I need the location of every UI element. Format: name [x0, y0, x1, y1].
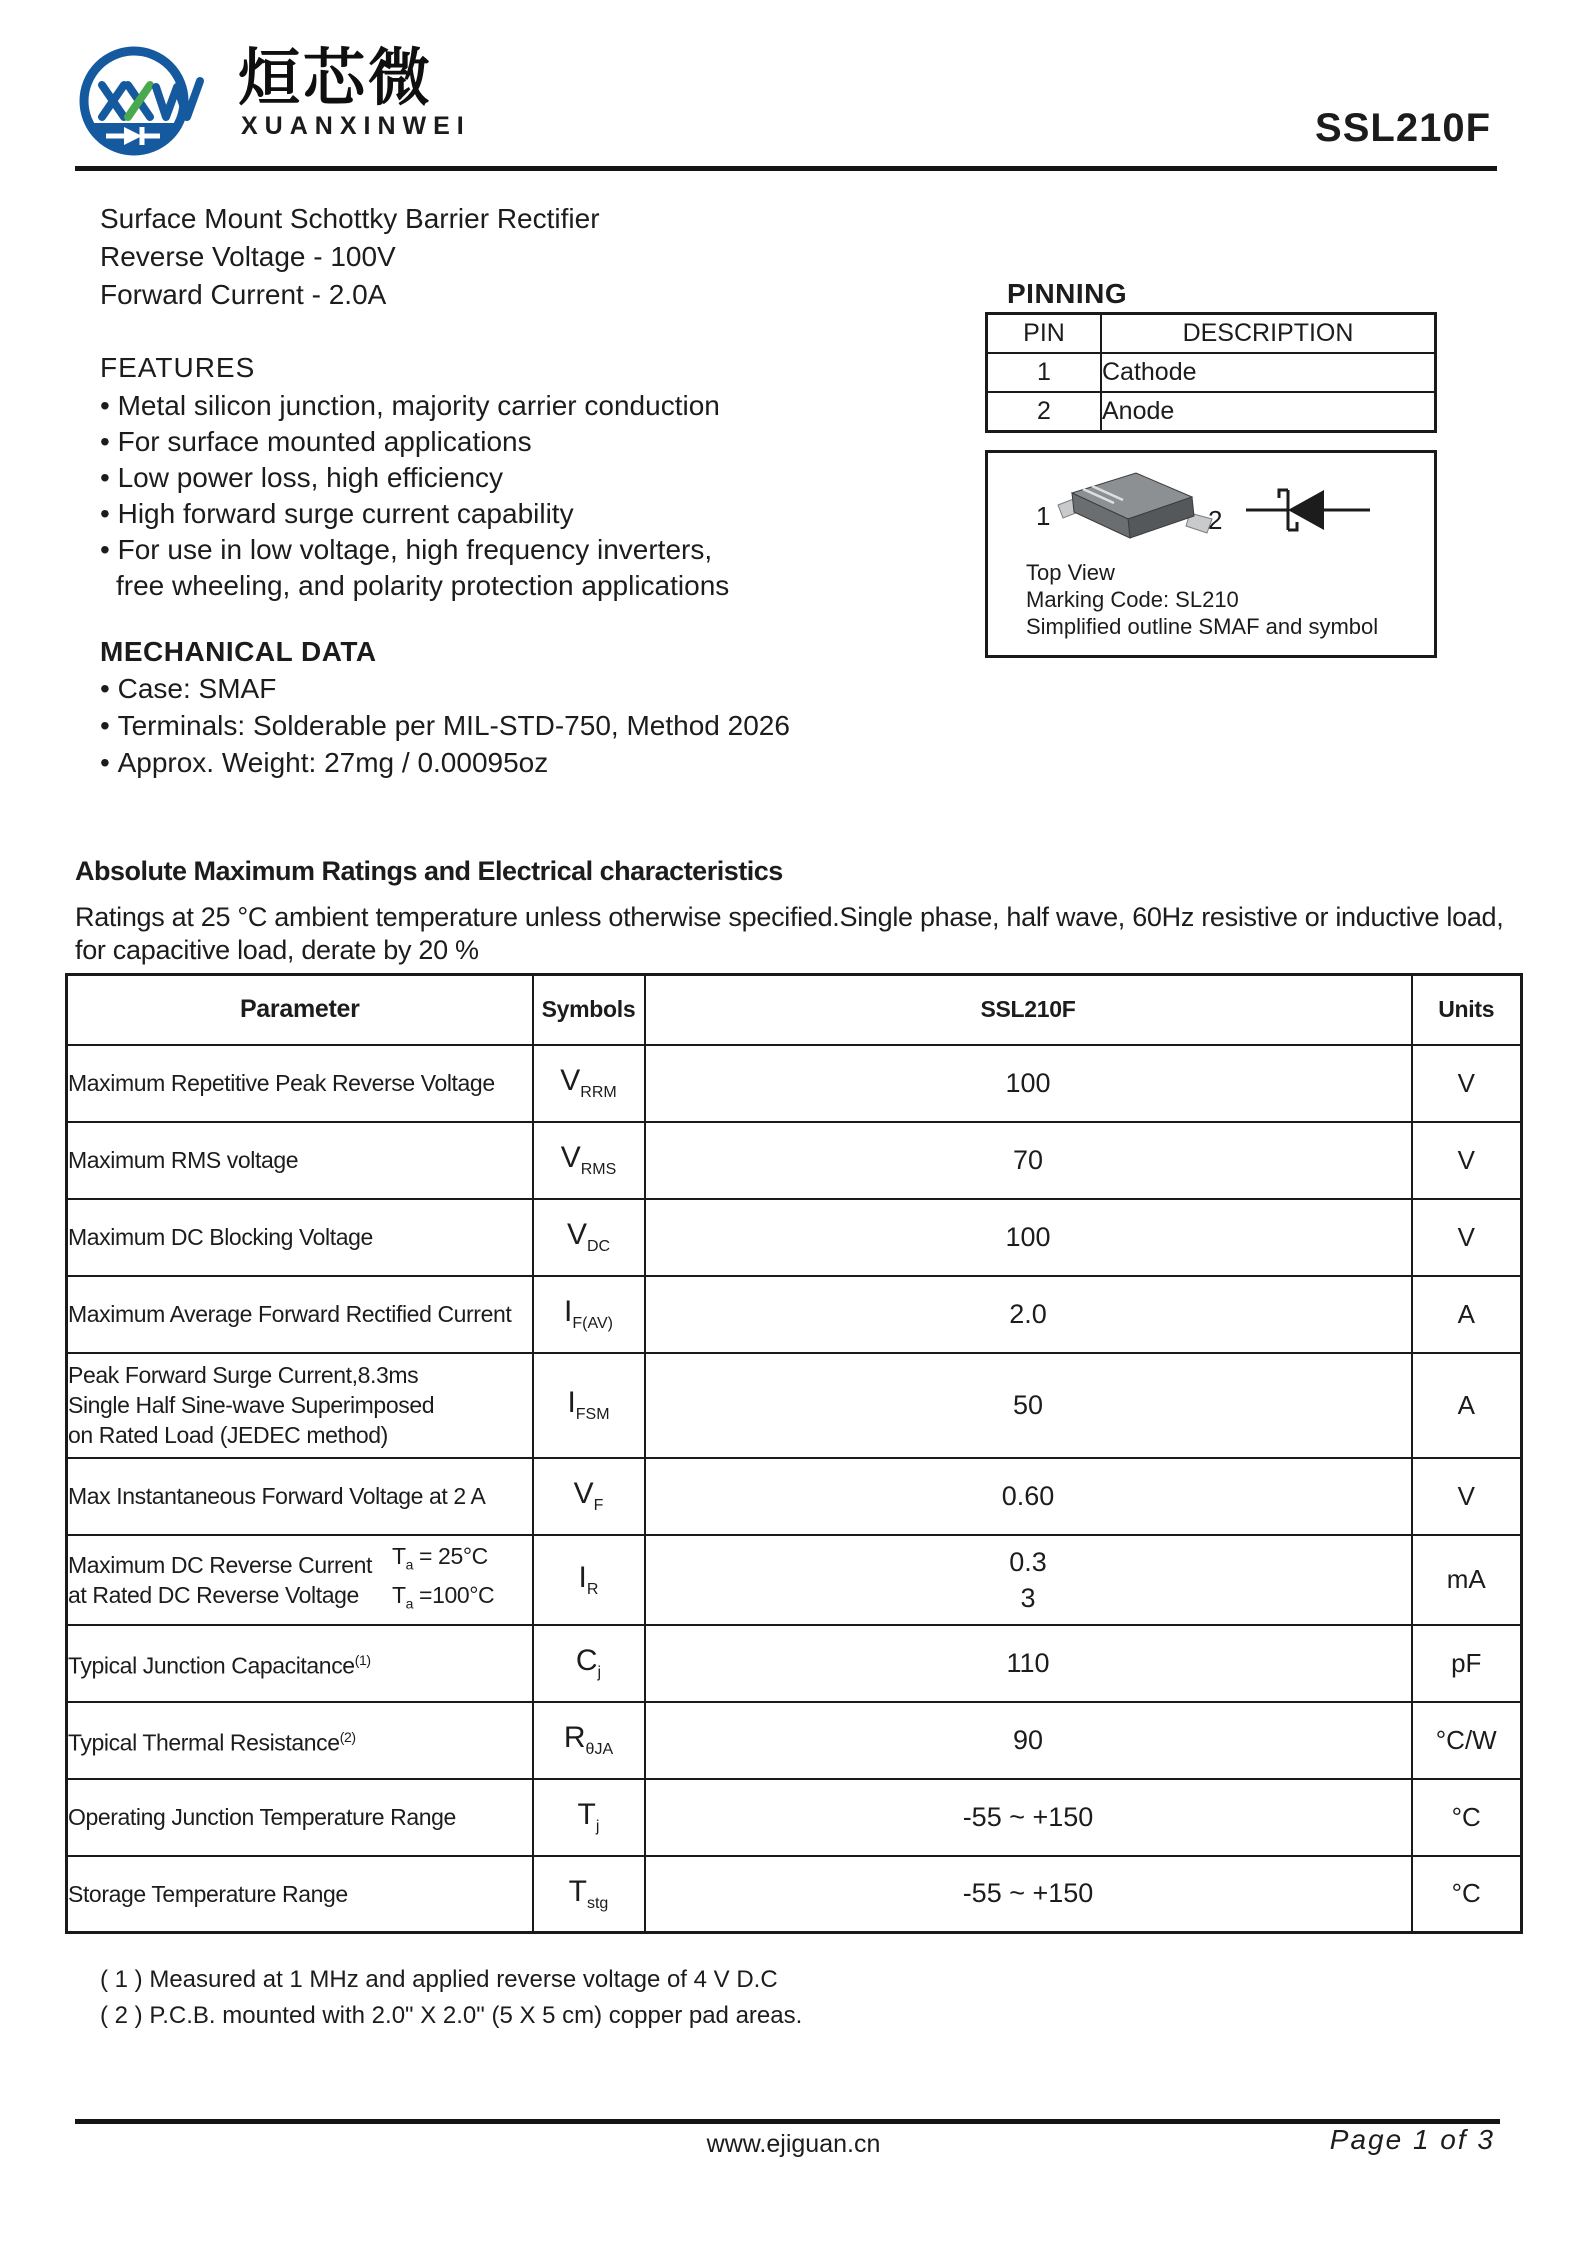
- symbols-column-header: Symbols: [533, 975, 645, 1045]
- table-row: [67, 1199, 1522, 1276]
- pin-description: Cathode: [1101, 353, 1436, 392]
- unit-cell: A: [1412, 1276, 1522, 1353]
- parameter-cell: Maximum DC Reverse Current at Rated DC Reverse Voltage $T_a = 25^\circ C$ $T_a =100^\circ C$: [67, 1535, 533, 1625]
- caption-line: Marking Code: SL210: [1026, 587, 1239, 612]
- value-cell: 2.0: [645, 1276, 1412, 1353]
- table-row: [67, 1779, 1522, 1856]
- parameter-cell: Maximum RMS voltage: [67, 1122, 533, 1199]
- symbol-cell: $T_{stg}$: [533, 1856, 645, 1933]
- pin-description: Anode: [1101, 392, 1436, 432]
- value-cell: 50: [645, 1353, 1412, 1458]
- table-row: [67, 1856, 1522, 1933]
- parameter-cell: Maximum Repetitive Peak Reverse Voltage: [67, 1045, 533, 1122]
- parameter-cell: Maximum Average Forward Rectified Current: [67, 1276, 533, 1353]
- unit-cell: A: [1412, 1353, 1522, 1458]
- caption-line: Simplified outline SMAF and symbol: [1026, 614, 1379, 639]
- parameter-cell: Typical Junction Capacitance$^{(1)}$: [67, 1625, 533, 1702]
- features-title: FEATURES: [100, 352, 256, 383]
- value-cell: 0.60: [645, 1458, 1412, 1535]
- table-row: [987, 392, 1436, 432]
- summary-line: Forward Current - 2.0A: [100, 279, 387, 310]
- brand-chinese: 烜芯微: [238, 41, 434, 114]
- summary-line: Reverse Voltage - 100V: [100, 241, 396, 272]
- spec-table: [65, 973, 1523, 1934]
- caption-line: Top View: [1026, 560, 1115, 585]
- part-column-header: SSL210F: [645, 975, 1412, 1045]
- feature-item-continuation: free wheeling, and polarity protection applications: [116, 570, 730, 601]
- unit-cell: °C: [1412, 1779, 1522, 1856]
- value-cell: 70: [645, 1122, 1412, 1199]
- part-number-title: SSL210F: [1315, 106, 1491, 150]
- feature-item: • For surface mounted applications: [100, 424, 729, 460]
- parameter-cell: Typical Thermal Resistance$^{(2)}$: [67, 1702, 533, 1779]
- parameter-column-header: Parameter: [67, 975, 533, 1045]
- ratings-conditions: [75, 901, 1525, 967]
- symbol-cell: $R_{\theta JA}$: [533, 1702, 645, 1779]
- symbol-cell: $V_{RRM}$: [533, 1045, 645, 1122]
- feature-item: • Low power loss, high efficiency: [100, 460, 729, 496]
- symbol-cell: $V_{RMS}$: [533, 1122, 645, 1199]
- ratings-conditions-line: for capacitive load, derate by 20 %: [75, 935, 479, 965]
- test-conditions: $T_a = 25^\circ C$ $T_a =100^\circ C$: [392, 1542, 495, 1612]
- unit-cell: V: [1412, 1199, 1522, 1276]
- mechanical-item: • Approx. Weight: 27mg / 0.00095oz: [100, 744, 790, 781]
- symbol-cell: $V_F$: [533, 1458, 645, 1535]
- product-summary: [100, 200, 600, 314]
- unit-cell: mA: [1412, 1535, 1522, 1625]
- symbol-cell: $I_{FSM}$: [533, 1353, 645, 1458]
- footer-rule: [75, 2119, 1500, 2124]
- pinning-table: [985, 312, 1437, 433]
- value-cell: 90: [645, 1702, 1412, 1779]
- unit-cell: V: [1412, 1458, 1522, 1535]
- pin-number: 1: [987, 353, 1102, 392]
- footnote: ( 2 ) P.C.B. mounted with 2.0" X 2.0" (5 X 5 cm) copper pad areas.: [100, 2002, 803, 2029]
- unit-cell: °C/W: [1412, 1702, 1522, 1779]
- footnote: ( 1 ) Measured at 1 MHz and applied reverse voltage of 4 V D.C: [100, 1966, 778, 1993]
- symbol-cell: $C_j$: [533, 1625, 645, 1702]
- mechanical-item: • Case: SMAF: [100, 670, 790, 707]
- pinning-header-row: [987, 314, 1436, 354]
- table-row: [67, 1045, 1522, 1122]
- units-column-header: Units: [1412, 975, 1522, 1045]
- parameter-cell: Maximum DC Blocking Voltage: [67, 1199, 533, 1276]
- table-row: [67, 1535, 1522, 1625]
- feature-item: • For use in low voltage, high frequency inverters,: [100, 532, 729, 568]
- unit-cell: V: [1412, 1045, 1522, 1122]
- unit-cell: °C: [1412, 1856, 1522, 1933]
- symbol-cell: $I_R$: [533, 1535, 645, 1625]
- svg-text:2: 2: [1208, 505, 1223, 535]
- value-cell: -55 ~ +150: [645, 1779, 1412, 1856]
- mechanical-data-title: MECHANICAL DATA: [100, 636, 377, 667]
- svg-text:1: 1: [1036, 501, 1051, 531]
- package-caption: [1026, 559, 1378, 640]
- value-cell: 0.3 3: [645, 1535, 1412, 1625]
- parameter-cell: Storage Temperature Range: [67, 1856, 533, 1933]
- mechanical-data-list: [100, 670, 790, 781]
- header-rule: [75, 166, 1497, 171]
- value-cell: -55 ~ +150: [645, 1856, 1412, 1933]
- page-indicator: Page 1 of 3: [1329, 2124, 1495, 2155]
- brand-latin: XUANXINWEI: [241, 112, 471, 140]
- parameter-cell: Max Instantaneous Forward Voltage at 2 A: [67, 1458, 533, 1535]
- unit-cell: V: [1412, 1122, 1522, 1199]
- table-row: [987, 353, 1436, 392]
- unit-cell: pF: [1412, 1625, 1522, 1702]
- pin-number: 2: [987, 392, 1102, 432]
- ratings-section-title: Absolute Maximum Ratings and Electrical characteristics: [75, 856, 783, 886]
- feature-item: • High forward surge current capability: [100, 496, 729, 532]
- footer-website: www.ejiguan.cn: [706, 2130, 881, 2158]
- table-row: [67, 1702, 1522, 1779]
- footnotes: [100, 1962, 802, 2034]
- feature-item: • Metal silicon junction, majority carrier conduction: [100, 388, 729, 424]
- parameter-cell: Peak Forward Surge Current,8.3ms Single Half Sine-wave Superimposed on Rated Load (JEDEC method): [67, 1353, 533, 1458]
- ratings-conditions-line: Ratings at 25 °C ambient temperature unless otherwise specified.Single phase, half wave, 60Hz resistive or inductive load,: [75, 902, 1504, 932]
- table-row: [67, 1458, 1522, 1535]
- value-cell: 110: [645, 1625, 1412, 1702]
- value-cell: 100: [645, 1045, 1412, 1122]
- package-outline-box: [985, 450, 1437, 658]
- pinning-title: PINNING: [1007, 278, 1128, 309]
- table-row: [67, 1122, 1522, 1199]
- summary-line: Surface Mount Schottky Barrier Rectifier: [100, 203, 600, 234]
- symbol-cell: $T_j$: [533, 1779, 645, 1856]
- xuanxinwei-logo-icon: [76, 38, 228, 170]
- value-cell: 100: [645, 1199, 1412, 1276]
- symbol-cell: $I_{F(AV)}$: [533, 1276, 645, 1353]
- mechanical-item: • Terminals: Solderable per MIL-STD-750, Method 2026: [100, 707, 790, 744]
- pin-column-header: PIN: [987, 314, 1102, 354]
- table-row: [67, 1353, 1522, 1458]
- description-column-header: DESCRIPTION: [1101, 314, 1436, 354]
- parameter-cell: Operating Junction Temperature Range: [67, 1779, 533, 1856]
- spec-header-row: [67, 975, 1522, 1045]
- symbol-cell: $V_{DC}$: [533, 1199, 645, 1276]
- table-row: [67, 1276, 1522, 1353]
- table-row: [67, 1625, 1522, 1702]
- features-list: [100, 388, 729, 604]
